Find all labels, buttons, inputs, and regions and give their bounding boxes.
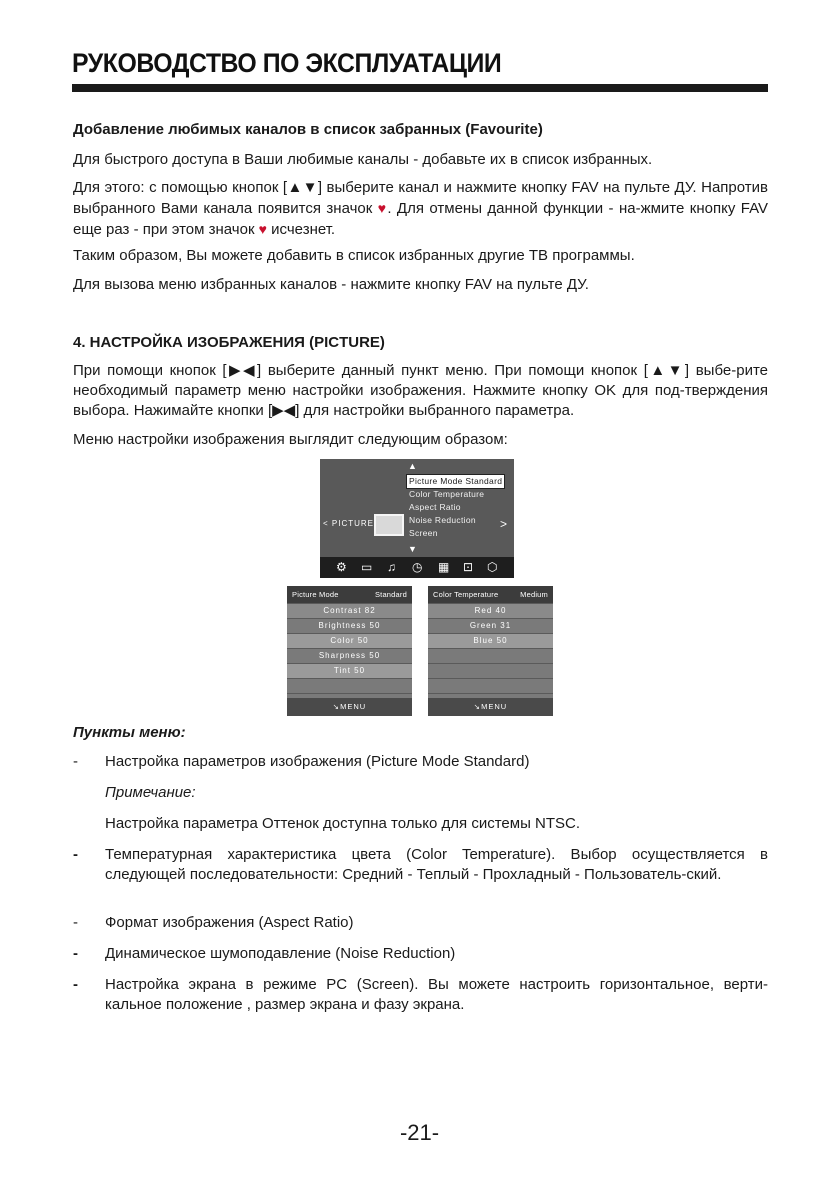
note-block: [73, 814, 768, 834]
fav-p2-part-b: . Для отмены данной функции - на-жмите кнопку FAV еще раз - при этом значок: [73, 200, 768, 238]
list-dash: -: [73, 846, 78, 863]
list-dash: -: [73, 976, 78, 993]
submenu-row[interactable]: Color 50: [287, 633, 412, 648]
page-header-title: РУКОВОДСТВО ПО ЭКСПЛУАТАЦИИ: [72, 48, 502, 78]
submenu-row[interactable]: Contrast 82: [287, 603, 412, 618]
list-dash: -: [73, 753, 78, 770]
note-label: Примечание:: [105, 784, 196, 801]
down-arrow-icon: ▼: [408, 544, 417, 554]
submenu-row[interactable]: Green 31: [428, 618, 553, 633]
menu-items-heading: Пункты меню:: [73, 724, 186, 741]
submenu-row: [287, 678, 412, 693]
menu-icon: ↘: [332, 702, 341, 711]
list-item-text: Динамическое шумоподавление (Noise Reduction): [105, 945, 456, 962]
list-dash: -: [73, 914, 78, 931]
clock-icon[interactable]: ◷: [412, 560, 423, 574]
submenu-row: [428, 678, 553, 693]
heart-icon: ♥: [258, 221, 267, 237]
osd-item[interactable]: Picture Mode Standard: [409, 476, 503, 486]
submenu-row: [428, 663, 553, 678]
heart-icon: ♥: [377, 200, 388, 216]
submenu-row[interactable]: Sharpness 50: [287, 648, 412, 663]
submenu-header-right: Medium: [520, 590, 548, 599]
submenu-footer-label: MENU: [340, 702, 367, 711]
cube-icon[interactable]: ⬡: [487, 560, 498, 574]
submenu-row[interactable]: Tint 50: [287, 663, 412, 678]
picture-heading: 4. НАСТРОЙКА ИЗОБРАЖЕНИЯ (PICTURE): [73, 334, 385, 351]
list-item-text: Настройка параметров изображения (Picture Mode Standard): [105, 753, 530, 770]
submenu-row[interactable]: Blue 50: [428, 633, 553, 648]
note-text: Настройка параметра Оттенок доступна только для системы NTSC.: [105, 815, 581, 832]
submenu-row: [428, 648, 553, 663]
list-item: [73, 752, 768, 772]
fav-paragraph-3: Таким образом, Вы можете добавить в список избранных другие ТВ программы.: [73, 247, 635, 264]
submenu-header-left: Color Temperature: [433, 590, 499, 599]
list-item-text: Формат изображения (Aspect Ratio): [105, 914, 354, 931]
list-item-text: Настройка экрана в режиме PC (Screen). Вы можете настроить горизонтальное, верти-кальное положение , размер экрана и фазу экрана.: [105, 976, 768, 1013]
screen-icon[interactable]: ▭: [361, 560, 373, 574]
submenu-header: [428, 586, 553, 603]
osd-item[interactable]: Color Temperature: [409, 489, 485, 499]
page-number: -21-: [399, 1120, 440, 1145]
osd-item[interactable]: Aspect Ratio: [409, 502, 461, 512]
lock-icon[interactable]: ⊡: [463, 560, 474, 574]
header-rule: [72, 84, 768, 92]
picture-mode-submenu: [287, 586, 412, 716]
list-item: [73, 913, 768, 933]
fav-paragraph-4: Для вызова меню избранных каналов - нажмите кнопку FAV на пульте ДУ.: [73, 276, 589, 293]
gear-icon[interactable]: ⚙: [336, 560, 347, 574]
music-icon[interactable]: ♫: [387, 560, 396, 574]
osd-left-label[interactable]: < PICTURE: [323, 519, 375, 528]
up-arrow-icon: ▲: [408, 461, 417, 471]
list-item-text: Температурная характеристика цвета (Color Temperature). Выбор осуществляется в следующей последовательности: Средний - Теплый - Прохладный - Пользователь-ский.: [105, 846, 768, 883]
list-item: [73, 944, 768, 964]
list-item: [73, 845, 768, 885]
fav-p2-part-a: Для этого: с помощью кнопок [▲▼] выберите канал и нажмите кнопку FAV на пульте ДУ. Напротив выбранного Вами канала появится значок: [73, 179, 768, 217]
submenu-footer-label: MENU: [481, 702, 508, 711]
osd-item[interactable]: Screen: [409, 528, 438, 538]
submenu-footer[interactable]: [287, 698, 412, 716]
fav-heading: Добавление любимых каналов в список забранных (Favourite): [73, 121, 543, 138]
submenu-header-right: Standard: [374, 590, 407, 599]
picture-osd-menu: [320, 459, 514, 578]
submenu-footer[interactable]: [428, 698, 553, 716]
fav-paragraph-1: Для быстрого доступа в Ваши любимые каналы - добавьте их в список избранных.: [73, 151, 653, 168]
submenu-row[interactable]: Brightness 50: [287, 618, 412, 633]
color-temperature-submenu: [428, 586, 553, 716]
grid-icon[interactable]: ▦: [438, 560, 450, 574]
submenu-header-left: Picture Mode: [292, 590, 339, 599]
list-item: [73, 975, 768, 1015]
submenu-row[interactable]: Red 40: [428, 603, 553, 618]
picture-paragraph-1: При помощи кнопок [▶◀] выберите данный пункт меню. При помощи кнопок [▲▼] выбе-рите необходимый параметр меню настройки изображения. Нажмите кнопку OK для под-тверждения выбора. Нажимайте кнопки [▶◀] для настройки выбранного параметра.: [73, 362, 768, 419]
osd-item[interactable]: Noise Reduction: [409, 515, 476, 525]
note-block: [73, 783, 768, 803]
osd-item-list: [407, 475, 504, 540]
osd-right-arrow[interactable]: >: [500, 517, 508, 531]
picture-paragraph-2: Меню настройки изображения выглядит следующим образом:: [73, 431, 508, 448]
fav-paragraph-2: [73, 178, 768, 240]
fav-p2-part-c: исчезнет.: [266, 221, 336, 238]
osd-icon-bar: [320, 557, 514, 578]
menu-icon: ↘: [473, 702, 482, 711]
picture-preview-icon: [374, 514, 404, 536]
list-dash: -: [73, 945, 78, 962]
submenu-header: [287, 586, 412, 603]
